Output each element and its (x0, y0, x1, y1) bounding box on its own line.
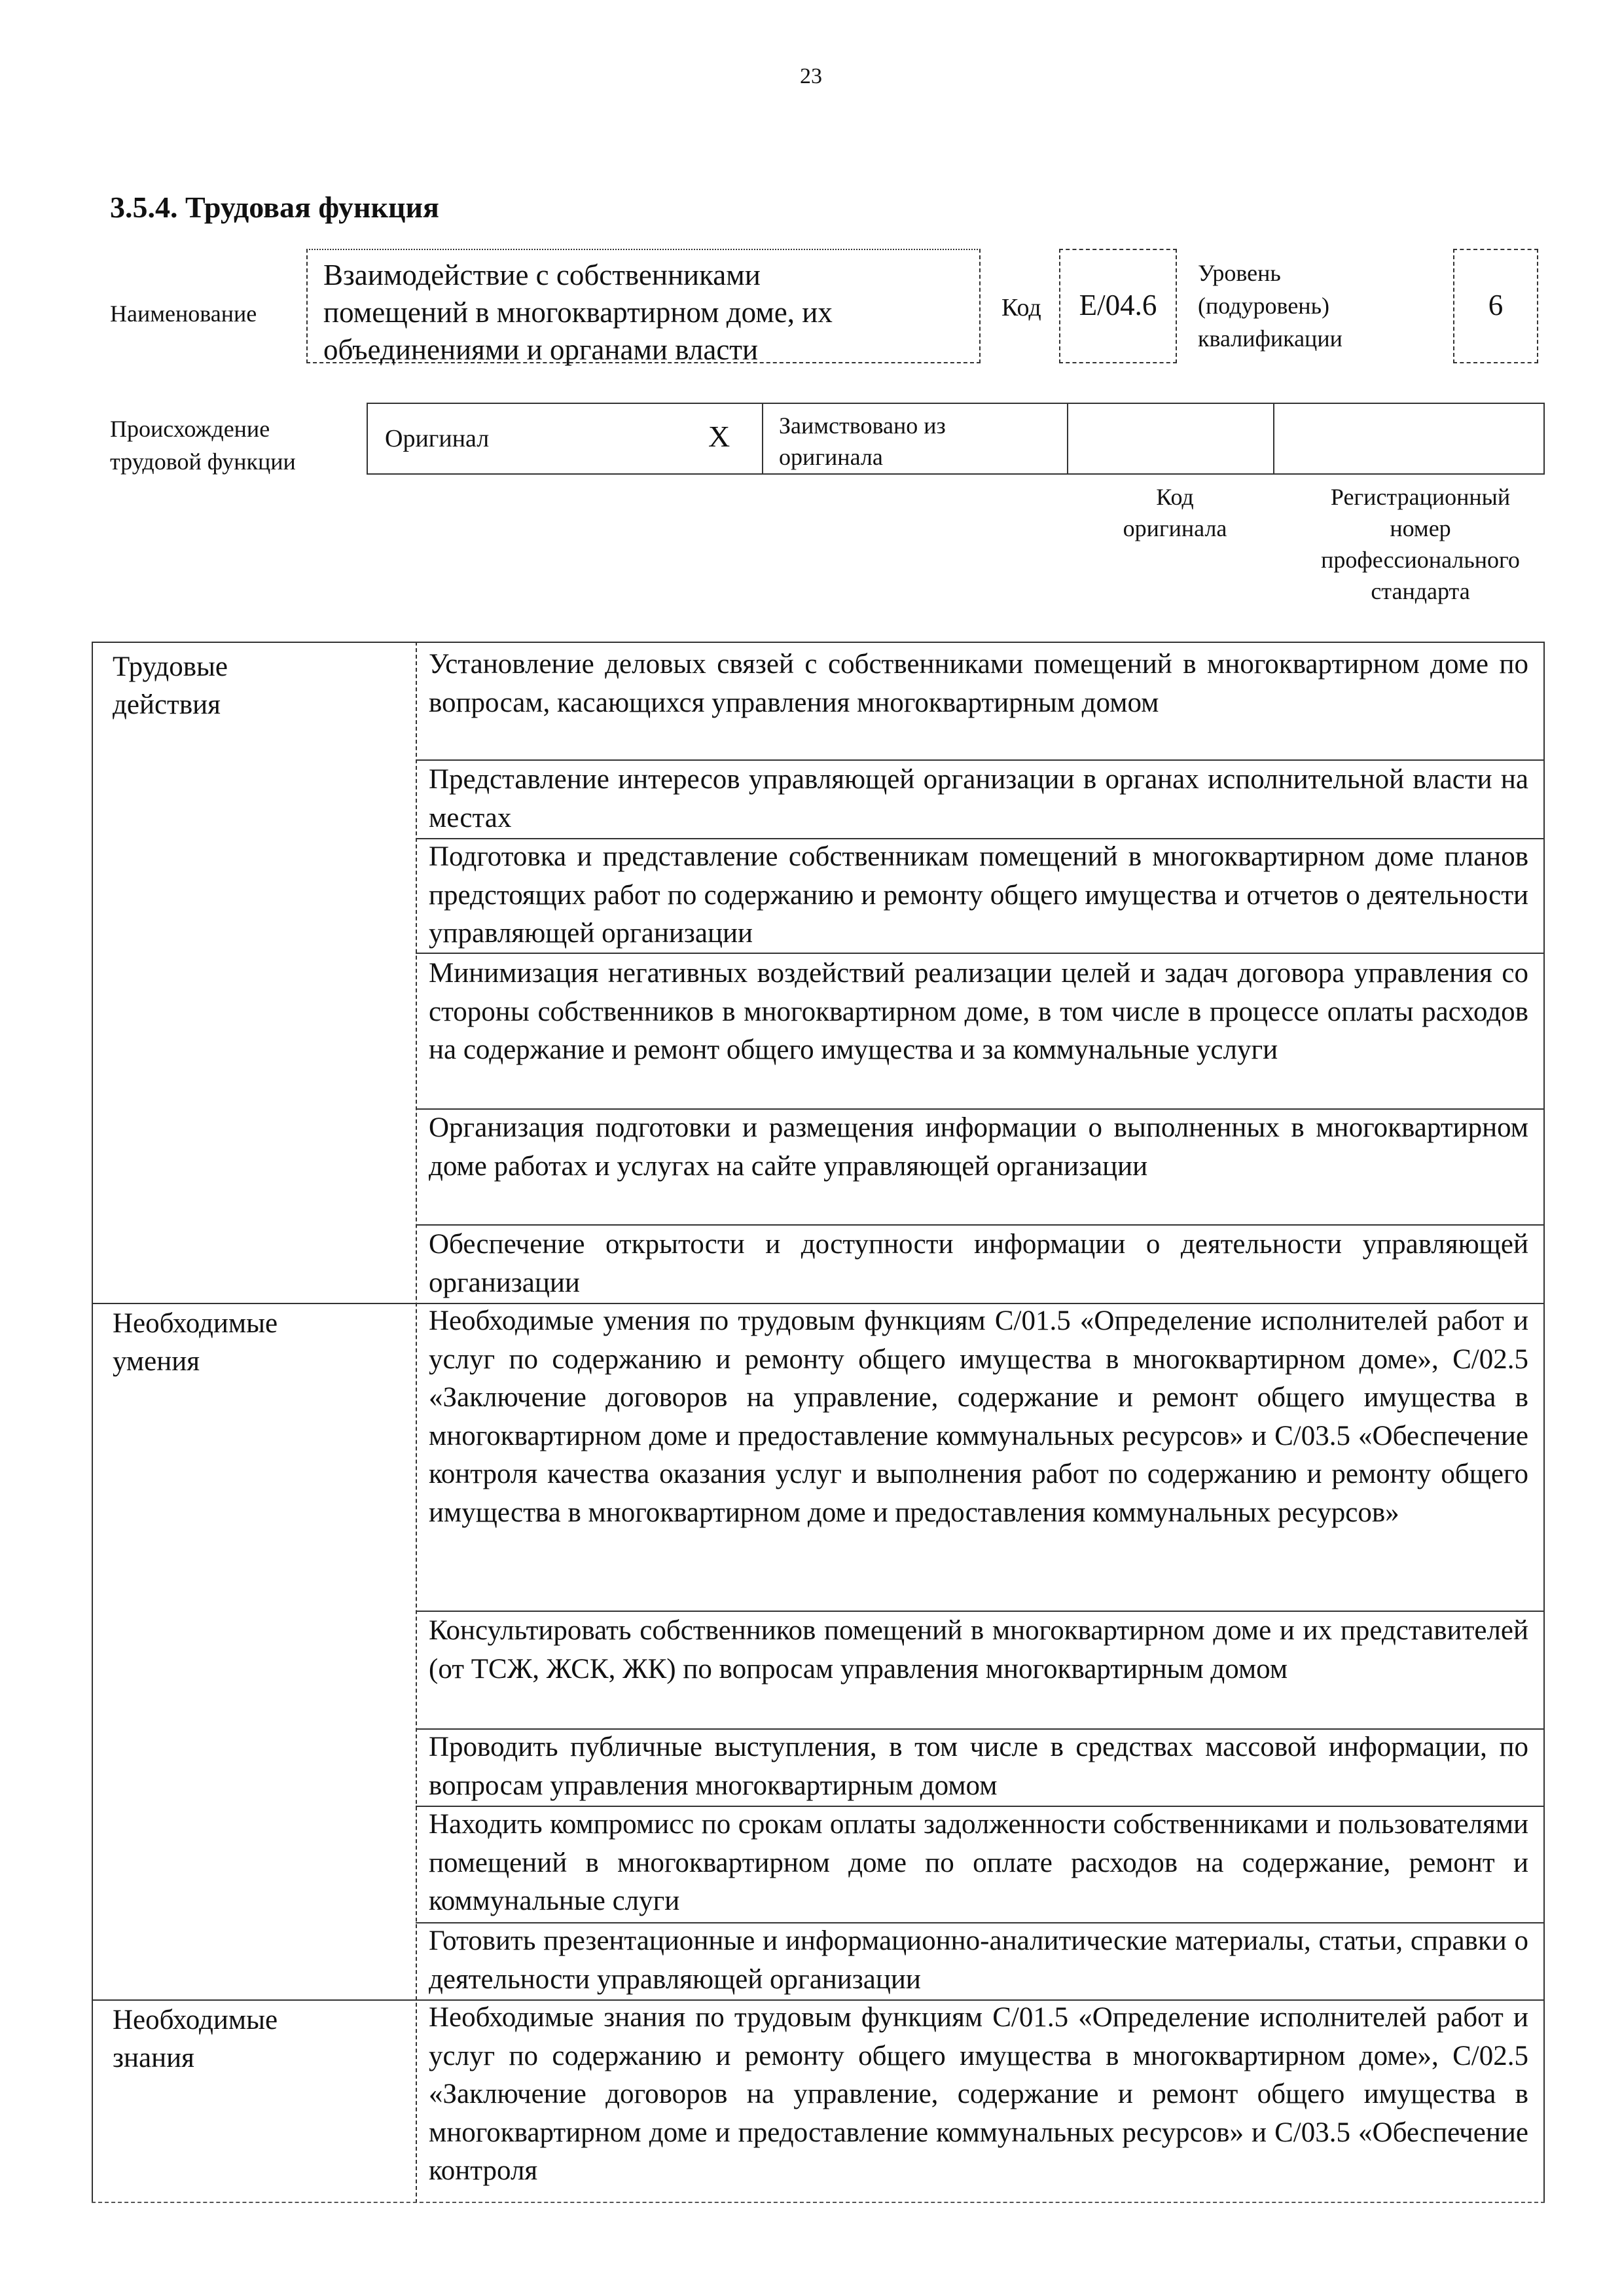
section-label-line: Необходимые (113, 2005, 278, 2035)
section-label-line: умения (113, 1346, 200, 1377)
section-label-line: действия (113, 689, 221, 720)
page-cut-line (92, 2202, 1545, 2203)
origin-divider (1067, 403, 1068, 475)
table-cell: Необходимые знания по трудовым функциям С/01.5 «Определение исполнителей работ и услуг по содержанию и ремонту общего имущества в многоквартирном доме», С/02.5 «Заключение договоров на управление, содержание и ремонт общего имущества в многоквартирном доме и предоставление коммунальных ресурсов» и С/03.5 «Обеспечение контроля (429, 2002, 1528, 2186)
origin-mark: X (708, 420, 730, 453)
function-name-line: Взаимодействие с собственниками (323, 259, 761, 291)
caption-line: Код (1156, 484, 1194, 510)
row-divider (416, 953, 1545, 954)
name-label: Наименование (110, 301, 257, 327)
caption-line: Регистрационный (1330, 484, 1511, 510)
table-cell: Представление интересов управляющей организации в органах исполнительной власти на местах (429, 764, 1528, 833)
caption-line: профессионального (1321, 547, 1520, 573)
level-label (1198, 257, 1343, 355)
origin-borrowed (779, 410, 946, 473)
table-cell: Минимизация негативных воздействий реализации целей и задач договора управления со стороны собственников в многоквартирном доме, в том числе в процессе оплаты расходов на содержание и ремонт общего имущества и за коммунальные услуги (429, 958, 1528, 1065)
origin-borrowed-line: Заимствовано из (779, 412, 946, 439)
origin-borrowed-line: оригинала (779, 444, 883, 470)
table-cell: Находить компромисс по срокам оплаты задолженности собственниками и пользователями помещений в многоквартирном доме по оплате расходов на содержание, ремонт и коммунальные слуги (429, 1809, 1528, 1916)
section-label-skills (113, 1305, 401, 1381)
section-label-actions (113, 648, 401, 724)
origin-label-line: трудовой функции (110, 448, 296, 475)
level-value: 6 (1488, 289, 1504, 321)
section-label-line: Необходимые (113, 1308, 278, 1339)
table-cell: Проводить публичные выступления, в том числе в средствах массовой информации, по вопросам управления многоквартирным домом (429, 1732, 1528, 1801)
section-title: 3.5.4. Трудовая функция (110, 191, 439, 224)
level-label-line: Уровень (1198, 260, 1281, 286)
page-number: 23 (800, 64, 822, 88)
code-label: Код (1001, 294, 1041, 321)
function-name-line: объединениями и органами власти (323, 333, 759, 366)
column-divider (416, 642, 417, 2203)
section-label-line: знания (113, 2043, 194, 2073)
function-name-line: помещений в многоквартирном доме, их (323, 296, 833, 329)
section-label-knowledge (113, 2001, 401, 2077)
origin-label-line: Происхождение (110, 416, 270, 442)
origin-original: Оригинал (385, 425, 490, 452)
table-cell: Необходимые умения по трудовым функциям С/01.5 «Определение исполнителей работ и услуг по содержанию и ремонту общего имущества в многоквартирном доме», С/02.5 «Заключение договоров на управление, содержание и ремонт общего имущества в многоквартирном доме и предоставление коммунальных ресурсов» и С/03.5 «Обеспечение контроля качества оказания услуг и выполнения работ по содержанию и ремонту общего имущества в многоквартирном доме и предоставления коммунальных ресурсов» (429, 1305, 1528, 1528)
table-cell: Подготовка и представление собственникам помещений в многоквартирном доме планов предстоящих работ по содержанию и ремонту общего имущества и отчетов о деятельности управляющей организации (429, 841, 1528, 949)
function-name (323, 257, 978, 369)
table-cell: Готовить презентационные и информационно-аналитические материалы, статьи, справки о деятельности управляющей организации (429, 1925, 1528, 1995)
caption-registration-number (1276, 481, 1564, 607)
level-label-line: (подуровень) (1198, 293, 1329, 319)
table-cell: Консультировать собственников помещений в многоквартирном доме и их представителей (от ТСЖ, ЖСК, ЖК) по вопросам управления многоквартирным домом (429, 1615, 1528, 1685)
table-cell: Организация подготовки и размещения информации о выполненных в многоквартирном доме работах и услугах на сайте управляющей организации (429, 1112, 1528, 1182)
origin-divider (762, 403, 763, 475)
caption-line: номер (1390, 515, 1451, 541)
section-label-line: Трудовые (113, 651, 228, 682)
level-label-line: квалификации (1198, 325, 1343, 352)
caption-line: оригинала (1123, 515, 1227, 541)
origin-label (110, 412, 296, 478)
table-cell: Установление деловых связей с собственниками помещений в многоквартирном доме по вопросам, касающихся управления многоквартирным домом (429, 649, 1528, 718)
table-cell: Обеспечение открытости и доступности информации о деятельности управляющей организации (429, 1229, 1528, 1298)
origin-divider (1273, 403, 1274, 475)
caption-line: стандарта (1371, 578, 1470, 604)
caption-original-code (1087, 481, 1263, 544)
code-value: E/04.6 (1079, 289, 1157, 321)
origin-table (367, 403, 1545, 475)
